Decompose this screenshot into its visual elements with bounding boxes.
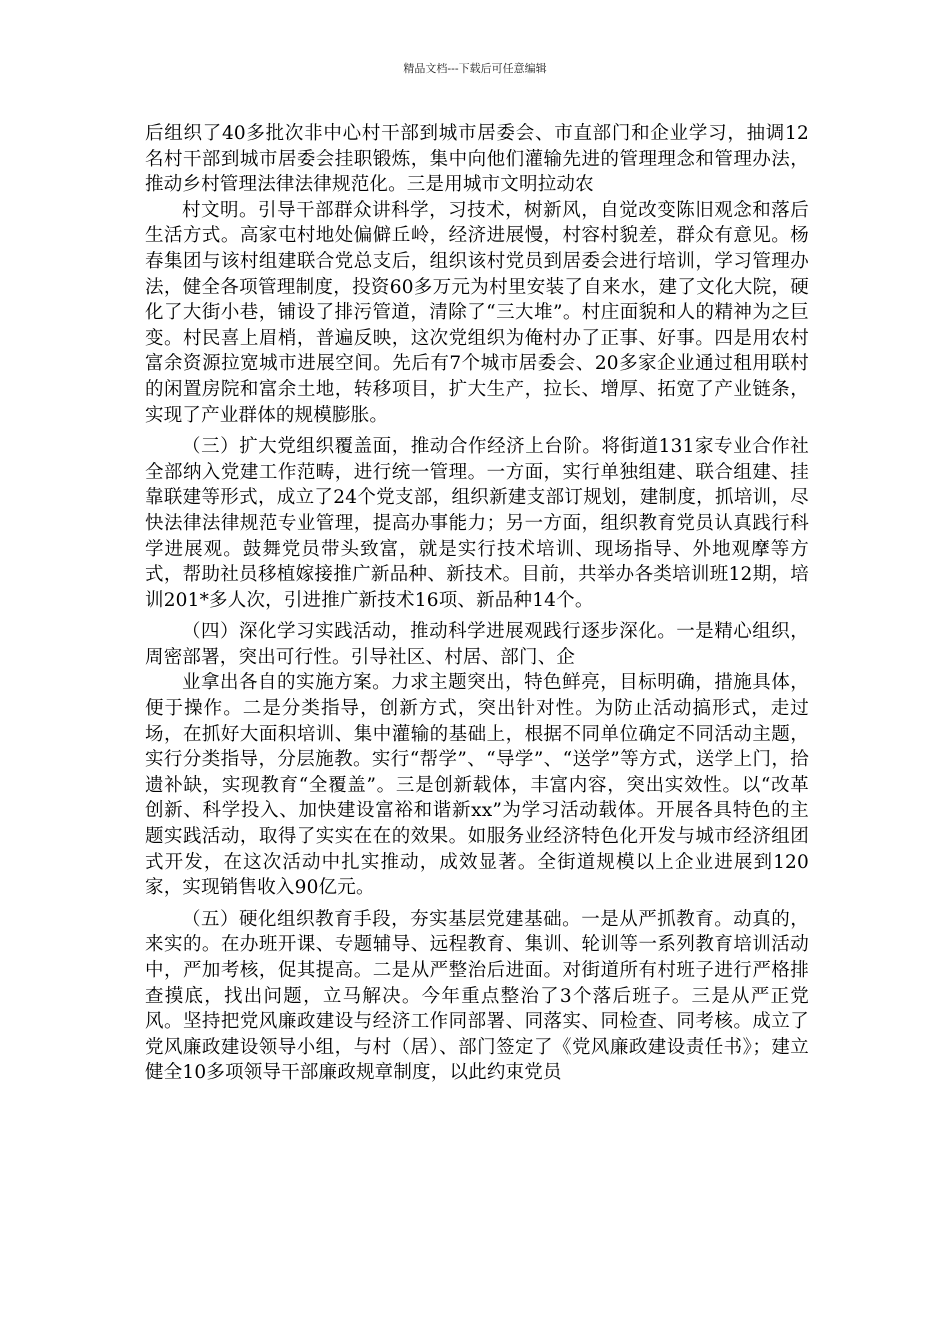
paragraph-section-three: （三）扩大党组织覆盖面，推动合作经济上台阶。将街道131家专业合作社全部纳入党建工作范畴，进行统一管理。一方面，实行单独组建、联合组建、挂靠联建等形式，成立了24个党支部，组织新建支部订规划，建制度，抓培训，尽快法律法律规范专业管理，提高办事能力；另一方面，组织教育党员认真践行科学进展观。鼓舞党员带头致富，就是实行技术培训、现场指导、外地观摩等方式，帮助社员移植嫁接推广新品种、新技术。目前，共举办各类培训班12期，培训201*多人次，引进推广新技术16项、新品种14个。 [145, 436, 809, 611]
paragraph-section-four: （四）深化学习实践活动，推动科学进展观践行逐步深化。一是精心组织，周密部署，突出可行性。引导社区、村居、部门、企 [145, 621, 809, 668]
paragraph-village-civilization: 村文明。引导干部群众讲科学，习技术，树新风，自觉改变陈旧观念和落后生活方式。高家屯村地处偏僻丘岭，经济进展慢，村容村貌差，群众有意见。杨春集团与该村组建联合党总支后，组织该村党员到居委会进行培训，学习管理办法，健全各项管理制度，投资60多万元为村里安装了自来水，建了文化大院，硬化了大街小巷，铺设了排污管道，清除了“三大堆”。村庄面貌和人的精神为之巨变。村民喜上眉梢，普遍反映，这次党组织为俺村办了正事、好事。四是用农村富余资源拉宽城市进展空间。先后有7个城市居委会、20多家企业通过租用联村的闲置房院和富余土地，转移项目，扩大生产，拉长、增厚、拓宽了产业链条，实现了产业群体的规模膨胀。 [145, 199, 809, 426]
paragraph-section-four-continued: 业拿出各自的实施方案。力求主题突出，特色鲜亮，目标明确，措施具体，便于操作。二是分类指导，创新方式，突出针对性。为防止活动搞形式，走过场，在抓好大面积培训、集中灌输的基础上，根据不同单位确定不同活动主题，实行分类指导，分层施教。实行“帮学”、“导学”、“送学”等方式，送学上门，拾遗补缺，实现教育“全覆盖”。三是创新载体，丰富内容，突出实效性。以“改革创新、科学投入、加快建设富裕和谐新xx”为学习活动载体。开展各具特色的主题实践活动，取得了实实在在的效果。如服务业经济特色化开发与城市经济组团式开发，在这次活动中扎实推动，成效显著。全街道规模以上企业进展到120家，实现销售收入90亿元。 [145, 672, 809, 899]
paragraph-section-five: （五）硬化组织教育手段，夯实基层党建基础。一是从严抓教育。动真的，来实的。在办班开课、专题辅导、远程教育、集训、轮训等一系列教育培训活动中，严加考核，促其提高。二是从严整治后进面。对街道所有村班子进行严格排查摸底，找出问题，立马解决。今年重点整治了3个落后班子。三是从严正党风。坚持把党风廉政建设与经济工作同部署、同落实、同检查、同考核。成立了党风廉政建设领导小组，与村（居）、部门签定了《党风廉政建设责任书》；建立健全10多项领导干部廉政规章制度，以此约束党员 [145, 908, 809, 1084]
page-header: 精品文档---下载后可任意编辑 [403, 62, 547, 75]
document-body [145, 121, 809, 1086]
paragraph-continuation: 后组织了40多批次非中心村干部到城市居委会、市直部门和企业学习，抽调12名村干部到城市居委会挂职锻炼，集中向他们灌输先进的管理理念和管理办法，推动乡村管理法律法律规范化。三是用城市文明拉动农 [145, 123, 809, 196]
